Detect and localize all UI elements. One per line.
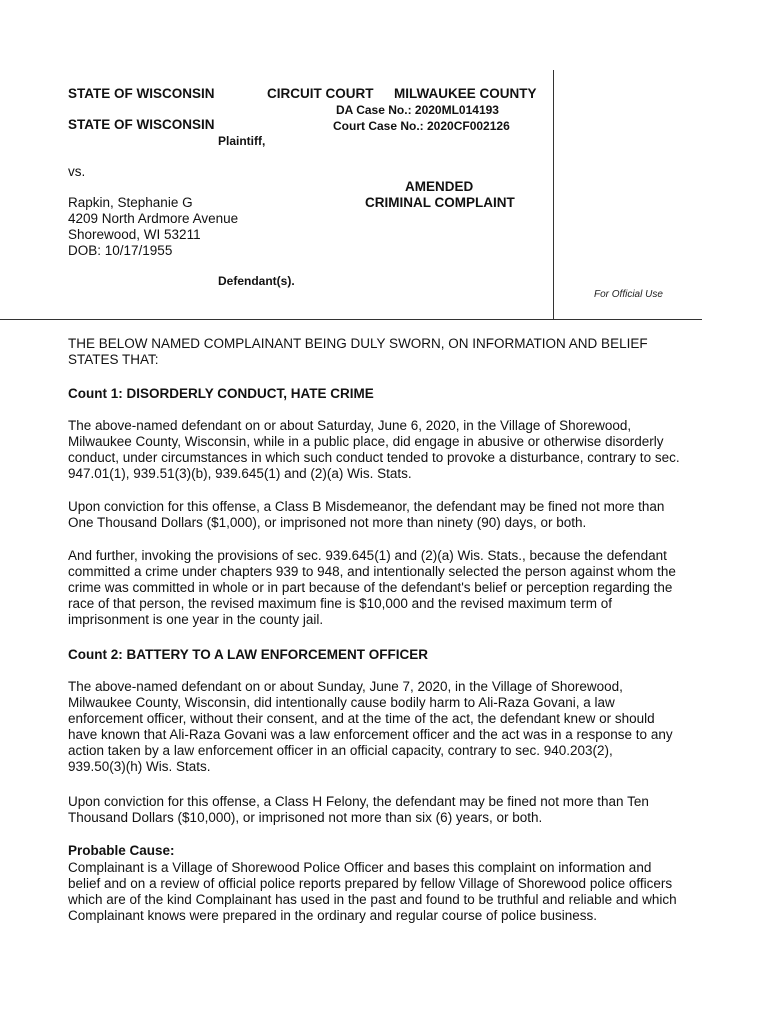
caption-county: MILWAUKEE COUNTY (394, 86, 537, 101)
plaintiff-name: STATE OF WISCONSIN (68, 117, 215, 132)
official-use-label: For Official Use (594, 289, 663, 300)
defendant-address: 4209 North Ardmore Avenue (68, 211, 239, 226)
defendant-label: Defendant(s). (218, 274, 295, 288)
court-case-number: Court Case No.: 2020CF002126 (333, 119, 510, 133)
count1-heading: Count 1: DISORDERLY CONDUCT, HATE CRIME (68, 386, 374, 401)
defendant-city: Shorewood, WI 53211 (68, 227, 201, 242)
caption-vertical-divider (553, 70, 554, 320)
defendant-dob: DOB: 10/17/1955 (68, 243, 173, 258)
probable-cause-paragraph: Complainant is a Village of Shorewood Police Officer and bases this complaint on information and belief and on a review of official police reports prepared by fellow Village of Shorewood police officers which are of the kind Complainant has used in the past and found to be truthful and reliable and which Complainant knows were prepared in the ordinary and regular course of police business. (68, 860, 677, 923)
count1-paragraph-2: Upon conviction for this offense, a Class B Misdemeanor, the defendant may be fined not more than One Thousand Dollars ($1,000), or imprisoned not more than ninety (90) days, or both. (68, 499, 665, 530)
caption-state: STATE OF WISCONSIN (68, 86, 215, 101)
count1-paragraph-1: The above-named defendant on or about Saturday, June 6, 2020, in the Village of Shorewood, Milwaukee County, Wisconsin, while in a public place, did engage in abusive or otherwise disorderly conduct, under circumstances in which such conduct tended to provoke a disturbance, contrary to sec. 947.01(1), 939.51(3)(b), 939.645(1) and (2)(a) Wis. Stats. (68, 418, 680, 481)
probable-cause-heading: Probable Cause: (68, 843, 175, 858)
defendant-name: Rapkin, Stephanie G (68, 195, 193, 210)
count2-heading: Count 2: BATTERY TO A LAW ENFORCEMENT OFFICER (68, 647, 428, 662)
caption-horizontal-divider (0, 319, 702, 320)
versus-text: vs. (68, 164, 86, 179)
da-case-number: DA Case No.: 2020ML014193 (336, 103, 499, 117)
count2-paragraph-2: Upon conviction for this offense, a Class H Felony, the defendant may be fined not more than Ten Thousand Dollars ($10,000), or imprisoned not more than six (6) years, or both. (68, 794, 649, 825)
doc-title-criminal-complaint: CRIMINAL COMPLAINT (365, 195, 515, 210)
defendant-block (68, 195, 238, 259)
intro-paragraph: THE BELOW NAMED COMPLAINANT BEING DULY SWORN, ON INFORMATION AND BELIEF STATES THAT: (68, 336, 648, 367)
count2-paragraph-1: The above-named defendant on or about Sunday, June 7, 2020, in the Village of Shorewood, Milwaukee County, Wisconsin, did intentionally cause bodily harm to Ali-Raza Govani, a law enforcement officer, without their consent, and at the time of the act, the defendant knew or should have known that Ali-Raza Govani was a law enforcement officer and the act was in a response to any action taken by a law enforcement officer in an official capacity, contrary to sec. 940.203(2), 939.50(3)(h) Wis. Stats. (68, 679, 673, 774)
plaintiff-label: Plaintiff, (218, 134, 266, 148)
caption-court: CIRCUIT COURT (267, 86, 374, 101)
count1-paragraph-3: And further, invoking the provisions of sec. 939.645(1) and (2)(a) Wis. Stats., because the defendant committed a crime under chapters 939 to 948, and intentionally selected the person against whom the crime was committed in whole or in part because of the defendant's belief or perception regarding the race of that person, the revised maximum fine is $10,000 and the revised maximum term of imprisonment is one year in the county jail. (68, 548, 676, 627)
doc-title-amended: AMENDED (405, 179, 474, 194)
